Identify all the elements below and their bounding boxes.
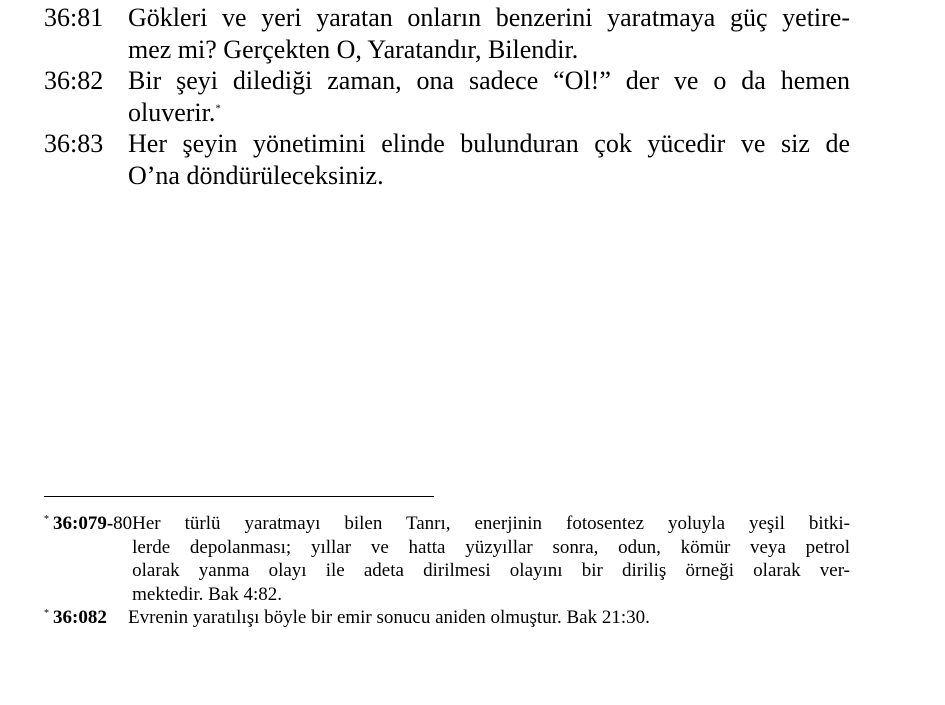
verse-text [128, 128, 850, 191]
footnote-reference [44, 512, 132, 536]
footnote-36-079 [44, 512, 850, 606]
verse-36-83 [44, 128, 850, 191]
verse-number: 36:83 [44, 129, 104, 158]
verse-text [128, 65, 850, 128]
footnote-mark: * [44, 607, 49, 619]
footnote-list [44, 512, 850, 630]
verse-line-text: oluverir. [128, 97, 216, 127]
verse-line: Bir şeyi dilediği zaman, ona sadece “Ol!” der ve o da hemen [128, 66, 850, 95]
verse-number: 36:81 [44, 3, 104, 32]
footnote-separator [44, 496, 434, 497]
verse-number: 36:82 [44, 66, 104, 95]
footnote-marker: * [215, 101, 221, 114]
footnote-ref-bold: 36:079- [53, 513, 114, 534]
footnote-body [132, 512, 850, 606]
footnote-ref-bold: 36:082 [53, 607, 107, 628]
footnote-line: olarak yanma olayı ile adeta dirilmesi olayını bir diriliş örneği olarak ver- [132, 560, 850, 581]
verse-line: Her şeyin yönetimini elinde bulunduran çok yücedir ve siz de [128, 129, 850, 158]
footnote-36-082 [44, 606, 850, 630]
verse-36-81 [44, 2, 850, 65]
footnote-line: lerde depolanması; yıllar ve hatta yüzyıllar sonra, odun, kömür veya petrol [132, 536, 850, 558]
footnote-mark: * [44, 513, 49, 525]
footnote-line: Her türlü yaratmayı bilen Tanrı, enerjinin fotosentez yoluyla yeşil bitki- [132, 513, 850, 534]
verse-line: O’na döndürüleceksiniz. [128, 160, 384, 190]
verse-list [44, 2, 850, 191]
verse-line: mez mi? Gerçekten O, Yaratandır, Bilendir. [128, 34, 579, 64]
verse-36-82 [44, 65, 850, 128]
verse-line: Gökleri ve yeri yaratan onların benzerini yaratmaya güç yetire- [128, 3, 850, 32]
footnote-line: Evrenin yaratılışı böyle bir emir sonucu aniden olmuştur. Bak 21:30. [128, 607, 650, 628]
footnote-ref-plain: 80 [113, 513, 133, 534]
footnote-reference [44, 606, 128, 630]
footnote-body [128, 606, 850, 630]
footnote-line: mektedir. Bak 4:82. [132, 583, 283, 605]
verse-line-last [128, 97, 850, 129]
verse-text [128, 2, 850, 65]
